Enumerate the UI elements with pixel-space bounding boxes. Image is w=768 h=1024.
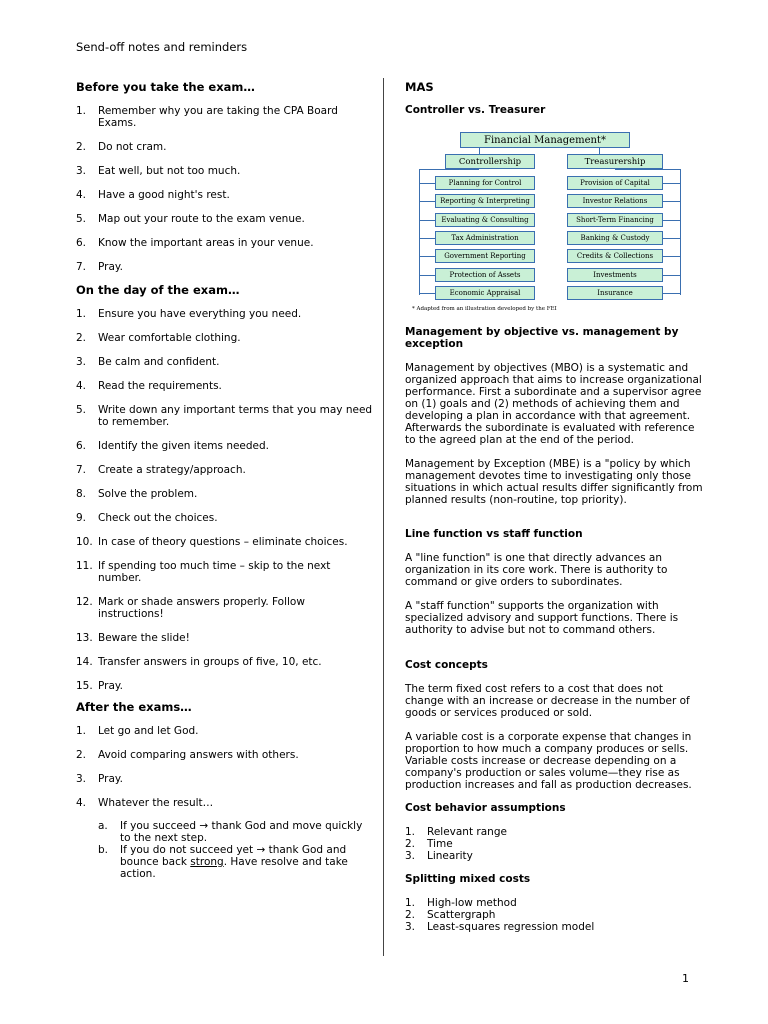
item-text: Least-squares regression model (427, 921, 595, 933)
item-number: 3. (405, 921, 416, 933)
org-box-left-function: Protection of Assets (435, 268, 535, 282)
item-number: 4. (76, 797, 87, 809)
item-number: 12. (76, 596, 93, 608)
org-connector (663, 183, 680, 184)
item-number: 14. (76, 656, 93, 668)
item-number: 1. (405, 897, 416, 909)
mbe-paragraph (405, 458, 703, 506)
sub-item-b-line-1: If you do not succeed yet → thank God and (120, 844, 347, 856)
item-text: Beware the slide! (98, 632, 190, 644)
paragraph-line: The term fixed cost refers to a cost that does not (405, 683, 664, 695)
item-number: 4. (76, 380, 87, 392)
org-box-left-function: Reporting & Interpreting (435, 194, 535, 208)
org-connector (419, 169, 420, 295)
org-box-financial-management: Financial Management* (460, 132, 630, 148)
item-text: Linearity (427, 850, 473, 862)
org-box-right-function: Provision of Capital (567, 176, 663, 190)
item-number: 2. (76, 332, 87, 344)
org-connector (419, 183, 435, 184)
item-text: Time (427, 838, 453, 850)
exam-day-heading: On the day of the exam… (76, 283, 240, 297)
item-number: 10. (76, 536, 93, 548)
item-number: 3. (76, 356, 87, 368)
paragraph-line: specialized advisory and support functions. There is (405, 612, 679, 624)
paragraph-line: production increases and fall as production decreases. (405, 779, 692, 791)
item-text: Let go and let God. (98, 725, 199, 737)
paragraph-line: command or give orders to subordinates. (405, 576, 623, 588)
org-connector (663, 275, 680, 276)
org-box-left-function: Government Reporting (435, 249, 535, 263)
page-number: 1 (682, 972, 689, 985)
item-number: 3. (405, 850, 416, 862)
item-number: 6. (76, 237, 87, 249)
before-exam-heading: Before you take the exam… (76, 80, 255, 94)
cost-concepts-heading: Cost concepts (405, 659, 488, 671)
item-text: Check out the choices. (98, 512, 218, 524)
org-box-treasurership: Treasurership (567, 154, 663, 169)
item-number: 4. (76, 189, 87, 201)
paragraph-line: management devotes time to investigating only those (405, 470, 691, 482)
item-text: Have a good night's rest. (98, 189, 230, 201)
paragraph-line: A "staff function" supports the organization with (405, 600, 659, 612)
item-number: 2. (76, 141, 87, 153)
org-connector (663, 201, 680, 202)
controller-treasurer-heading: Controller vs. Treasurer (405, 104, 546, 116)
org-box-controllership: Controllership (445, 154, 535, 169)
item-text: instructions! (98, 608, 164, 620)
paragraph-line: situations in which actual results differ significantly from (405, 482, 703, 494)
org-connector (663, 256, 680, 257)
org-connector (419, 169, 479, 170)
item-number: 6. (76, 440, 87, 452)
org-box-right-function: Credits & Collections (567, 249, 663, 263)
item-number: 1. (76, 308, 87, 320)
sub-item-a-label: a. (98, 820, 108, 832)
after-exam-heading: After the exams… (76, 700, 192, 714)
org-box-right-function: Investor Relations (567, 194, 663, 208)
mbo-paragraph (405, 362, 702, 446)
item-number: 3. (76, 165, 87, 177)
item-number: 2. (76, 749, 87, 761)
item-number: 2. (405, 838, 416, 850)
org-box-left-function: Planning for Control (435, 176, 535, 190)
org-box-left-function: Evaluating & Consulting (435, 213, 535, 227)
item-number: 13. (76, 632, 93, 644)
org-chart-footnote: * Adapted from an illustration developed by the FEI (412, 306, 557, 312)
org-connector (419, 293, 435, 294)
paragraph-line: change with an increase or decrease in the number of (405, 695, 690, 707)
paragraph-line: planned results (non-routine, top priority). (405, 494, 627, 506)
paragraph-line: goods or services produced or sold. (405, 707, 593, 719)
item-text: Map out your route to the exam venue. (98, 213, 305, 225)
paragraph-line: on (1) goals and (2) methods of achieving them and (405, 398, 680, 410)
mbo-heading-line-1: Management by objective vs. management by (405, 326, 679, 338)
org-connector (419, 238, 435, 239)
item-number: 1. (405, 826, 416, 838)
item-text: Do not cram. (98, 141, 167, 153)
item-text: Whatever the result… (98, 797, 214, 809)
item-text: to remember. (98, 416, 170, 428)
item-text: Scattergraph (427, 909, 496, 921)
page-title: Send-off notes and reminders (76, 40, 248, 54)
item-text: Pray. (98, 773, 123, 785)
item-text: number. (98, 572, 142, 584)
line-staff-heading: Line function vs staff function (405, 528, 583, 540)
item-text: Create a strategy/approach. (98, 464, 246, 476)
mbo-heading (405, 326, 678, 350)
item-number: 9. (76, 512, 87, 524)
sub-item-a-line-1: If you succeed → thank God and move quickly (120, 820, 363, 832)
org-connector (680, 169, 681, 295)
sub-item-b-line-2-post: . Have resolve and take (223, 856, 348, 868)
splitting-mixed-costs-heading: Splitting mixed costs (405, 873, 531, 885)
fixed-cost-paragraph (405, 683, 690, 719)
strong-underlined: strong (190, 856, 224, 868)
item-text: Pray. (98, 261, 123, 273)
org-box-right-function: Banking & Custody (567, 231, 663, 245)
variable-cost-paragraph (405, 731, 692, 791)
org-connector (615, 169, 681, 170)
org-box-right-function: Investments (567, 268, 663, 282)
paragraph-line: performance. First a subordinate and a supervisor agree (405, 386, 702, 398)
org-box-right-function: Insurance (567, 286, 663, 300)
paragraph-line: A "line function" is one that directly advances an (405, 552, 662, 564)
item-text: Pray. (98, 680, 123, 692)
item-number: 1. (76, 105, 87, 117)
org-connector (419, 201, 435, 202)
sub-item-b-line-2-pre: bounce back (120, 856, 191, 868)
sub-item-a-line-2: to the next step. (120, 832, 208, 844)
item-text: Eat well, but not too much. (98, 165, 241, 177)
item-text: Identify the given items needed. (98, 440, 270, 452)
item-text: Be calm and confident. (98, 356, 220, 368)
item-number: 1. (76, 725, 87, 737)
sub-item-b-label: b. (98, 844, 109, 856)
item-number: 7. (76, 261, 87, 273)
paragraph-line: Variable costs increase or decrease depending on a (405, 755, 677, 767)
item-text: Avoid comparing answers with others. (98, 749, 299, 761)
org-chart (405, 128, 685, 318)
item-text: If spending too much time – skip to the next (98, 560, 331, 572)
item-text: Exams. (98, 117, 137, 129)
paragraph-line: proportion to how much a company produces or sells. (405, 743, 689, 755)
paragraph-line: A variable cost is a corporate expense that changes in (405, 731, 692, 743)
item-text: Read the requirements. (98, 380, 222, 392)
mas-heading: MAS (405, 80, 434, 94)
item-text: Transfer answers in groups of five, 10, etc. (98, 656, 322, 668)
staff-function-paragraph (405, 600, 678, 636)
item-text: In case of theory questions – eliminate choices. (98, 536, 348, 548)
item-text: Write down any important terms that you may need (98, 404, 373, 416)
item-number: 8. (76, 488, 87, 500)
item-number: 3. (76, 773, 87, 785)
mbo-heading-line-2: exception (405, 338, 464, 350)
item-number: 2. (405, 909, 416, 921)
item-number: 11. (76, 560, 93, 572)
paragraph-line: authority to advise but not to command others. (405, 624, 656, 636)
cost-behavior-heading: Cost behavior assumptions (405, 802, 566, 814)
paragraph-line: Management by Exception (MBE) is a "policy by which (405, 458, 691, 470)
item-text: Ensure you have everything you need. (98, 308, 302, 320)
item-text: Mark or shade answers properly. Follow (98, 596, 305, 608)
org-box-right-function: Short-Term Financing (567, 213, 663, 227)
paragraph-line: to the agreed plan at the end of the period. (405, 434, 634, 446)
paragraph-line: organization in its core work. There is authority to (405, 564, 668, 576)
item-text: High-low method (427, 897, 517, 909)
paragraph-line: developing a plan in accordance with that agreement. (405, 410, 691, 422)
sub-item-b-line-3: action. (120, 868, 156, 880)
paragraph-line: Afterwards the subordinate is evaluated with reference (405, 422, 695, 434)
paragraph-line: company's production or sales volume—they rise as (405, 767, 680, 779)
paragraph-line: organized approach that aims to increase organizational (405, 374, 702, 386)
paragraph-line: Management by objectives (MBO) is a systematic and (405, 362, 689, 374)
org-connector (419, 275, 435, 276)
org-box-left-function: Tax Administration (435, 231, 535, 245)
item-text: Know the important areas in your venue. (98, 237, 314, 249)
org-connector (663, 293, 680, 294)
item-text: Relevant range (427, 826, 507, 838)
org-connector (419, 256, 435, 257)
org-connector (663, 220, 680, 221)
item-text: Solve the problem. (98, 488, 198, 500)
item-number: 5. (76, 213, 87, 225)
item-text: Wear comfortable clothing. (98, 332, 241, 344)
item-text: Remember why you are taking the CPA Board (98, 105, 338, 117)
column-divider (383, 78, 384, 956)
org-box-left-function: Economic Appraisal (435, 286, 535, 300)
item-number: 7. (76, 464, 87, 476)
item-number: 15. (76, 680, 93, 692)
line-function-paragraph (405, 552, 667, 588)
org-connector (663, 238, 680, 239)
org-connector (419, 220, 435, 221)
item-number: 5. (76, 404, 87, 416)
sub-item-b-line-2 (120, 856, 348, 868)
